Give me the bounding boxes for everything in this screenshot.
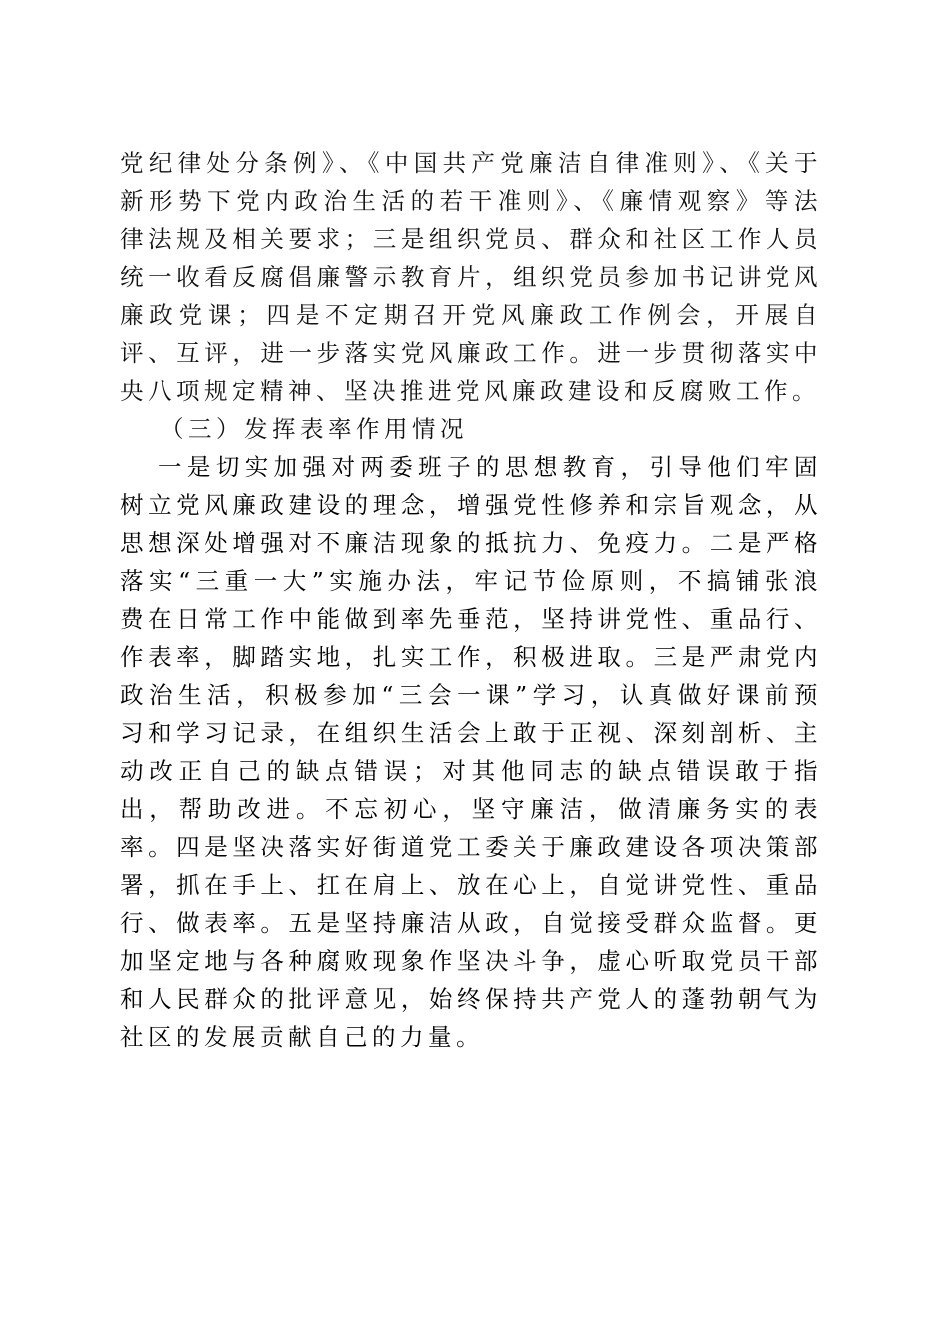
body-paragraph-continued: 党纪律处分条例》、《中国共产党廉洁自律准则》、《关于新形势下党内政治生活的若干准则》、《廉情观察》等法律法规及相关要求；三是组织党员、群众和社区工作人员统一收看反腐倡廉警示教育片，组织党员参加书记讲党风廉政党课；四是不定期召开党风廉政工作例会，开展自评、互评，进一步落实党风廉政工作。进一步贯彻落实中央八项规定精神、坚决推进党风廉政建设和反腐败工作。 (120, 149, 822, 405)
section-heading: （三）发挥表率作用情况 (160, 415, 468, 443)
document-page (120, 144, 822, 1056)
body-paragraph: 一是切实加强对两委班子的思想教育，引导他们牢固树立党风廉政建设的理念，增强党性修养和宗旨观念，从思想深处增强对不廉洁现象的抵抗力、免疫力。二是严格落实“三重一大”实施办法，牢记节俭原则，不搞铺张浪费在日常工作中能做到率先垂范，坚持讲党性、重品行、作表率，脚踏实地，扎实工作，积极进取。三是严肃党内政治生活，积极参加“三会一课”学习，认真做好课前预习和学习记录，在组织生活会上敢于正视、深刻剖析、主动改正自己的缺点错误；对其他同志的缺点错误敢于指出，帮助改进。不忘初心，坚守廉洁，做清廉务实的表率。四是坚决落实好街道党工委关于廉政建设各项决策部署，抓在手上、扛在肩上、放在心上，自觉讲党性、重品行、做表率。五是坚持廉洁从政，自觉接受群众监督。更加坚定地与各种腐败现象作坚决斗争，虚心听取党员干部和人民群众的批评意见，始终保持共产党人的蓬勃朝气为社区的发展贡献自己的力量。 (120, 453, 822, 1051)
